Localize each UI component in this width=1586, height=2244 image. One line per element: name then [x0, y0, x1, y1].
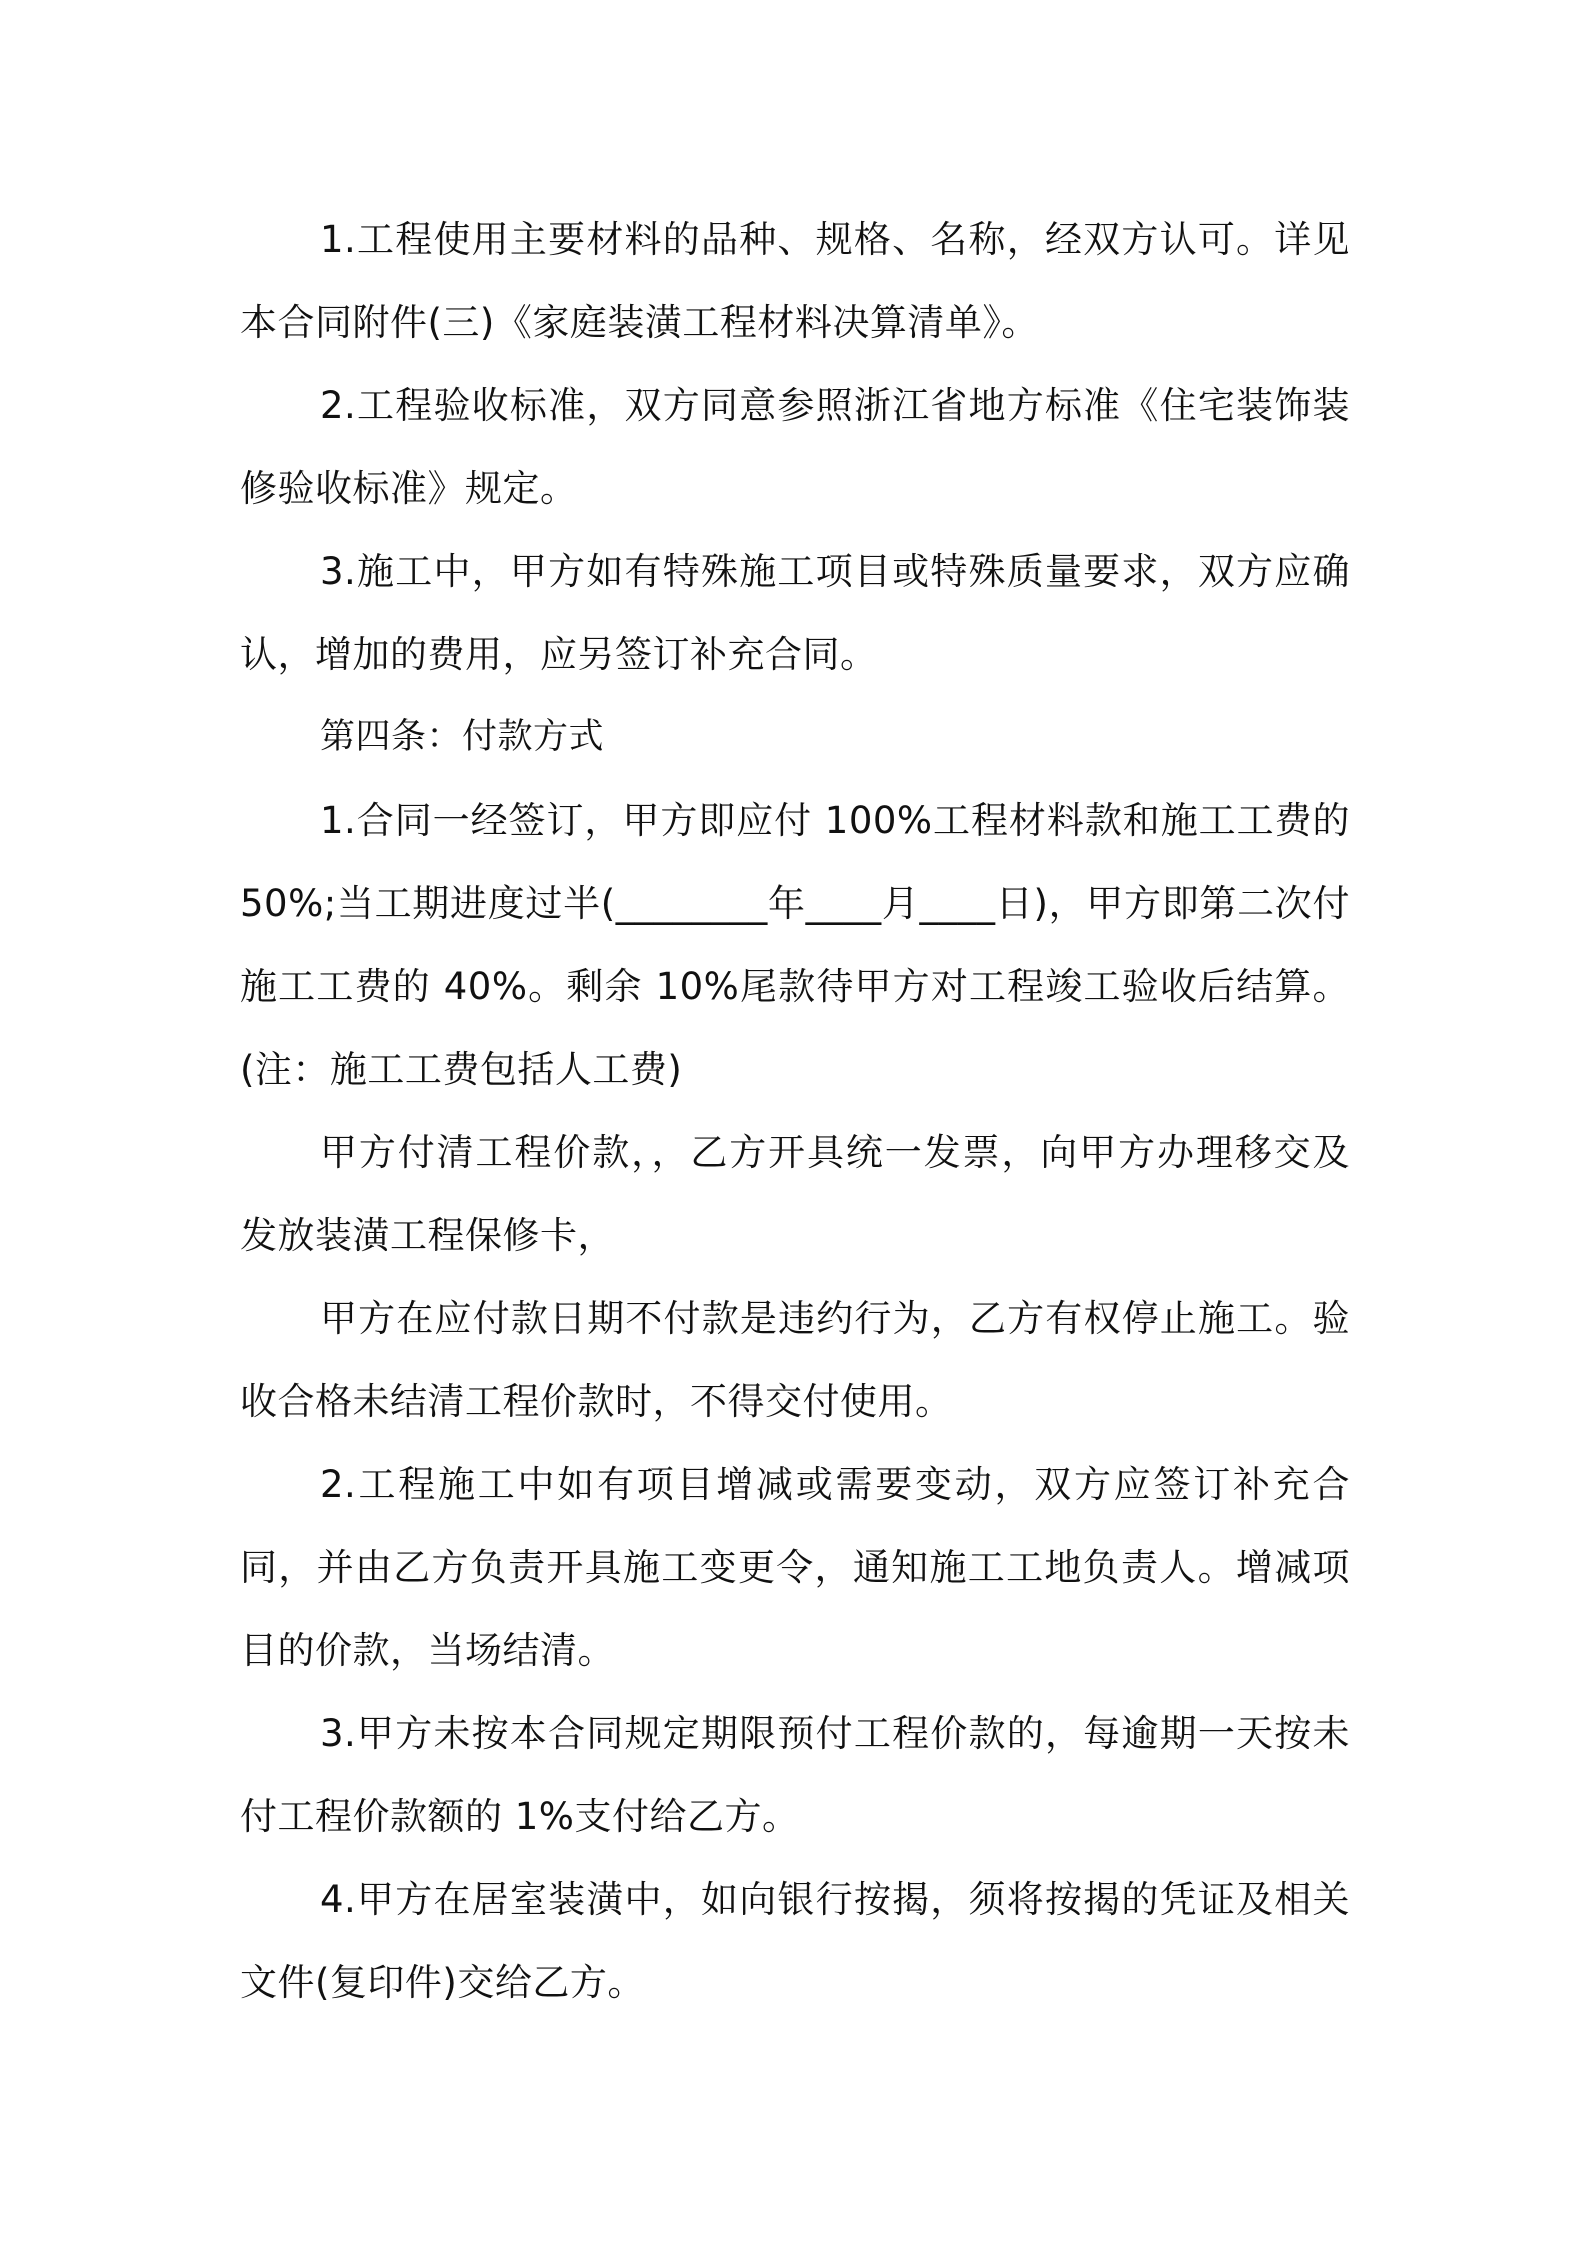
paragraph-penalty: 3.甲方未按本合同规定期限预付工程价款的，每逾期一天按未付工程价款额的 1%支付给乙方。: [240, 1712, 1350, 1838]
paragraph-changes: 2.工程施工中如有项目增减或需要变动，双方应签订补充合同，并由乙方负责开具施工变更令，通知施工工地负责人。增减项目的价款，当场结清。: [240, 1463, 1350, 1672]
paragraph-payment-schedule: 1.合同一经签订，甲方即应付 100%工程材料款和施工工费的 50%;当工期进度过半(________年____月____日)，甲方即第二次付施工工费的 40%。剩余 10%尾款待甲方对工程竣工验收后结算。(注：施工工费包括人工费): [240, 799, 1350, 1091]
section-heading-payment: 第四条：付款方式: [320, 717, 605, 757]
paragraph-invoice-handover: 甲方付清工程价款，，乙方开具统一发票，向甲方办理移交及发放装潢工程保修卡，: [240, 1131, 1350, 1257]
paragraph-materials: 1.工程使用主要材料的品种、规格、名称，经双方认可。详见本合同附件(三)《家庭装潢工程材料决算清单》。: [240, 218, 1350, 344]
paragraph-special-requirements: 3.施工中，甲方如有特殊施工项目或特殊质量要求，双方应确认，增加的费用，应另签订补充合同。: [240, 550, 1350, 676]
paragraph-acceptance-standard: 2.工程验收标准，双方同意参照浙江省地方标准《住宅装饰装修验收标准》规定。: [240, 384, 1350, 510]
document-body: [240, 198, 1350, 2024]
paragraph-mortgage: 4.甲方在居室装潢中，如向银行按揭，须将按揭的凭证及相关文件(复印件)交给乙方。: [240, 1878, 1350, 2004]
paragraph-late-payment: 甲方在应付款日期不付款是违约行为，乙方有权停止施工。验收合格未结清工程价款时，不得交付使用。: [240, 1297, 1350, 1423]
